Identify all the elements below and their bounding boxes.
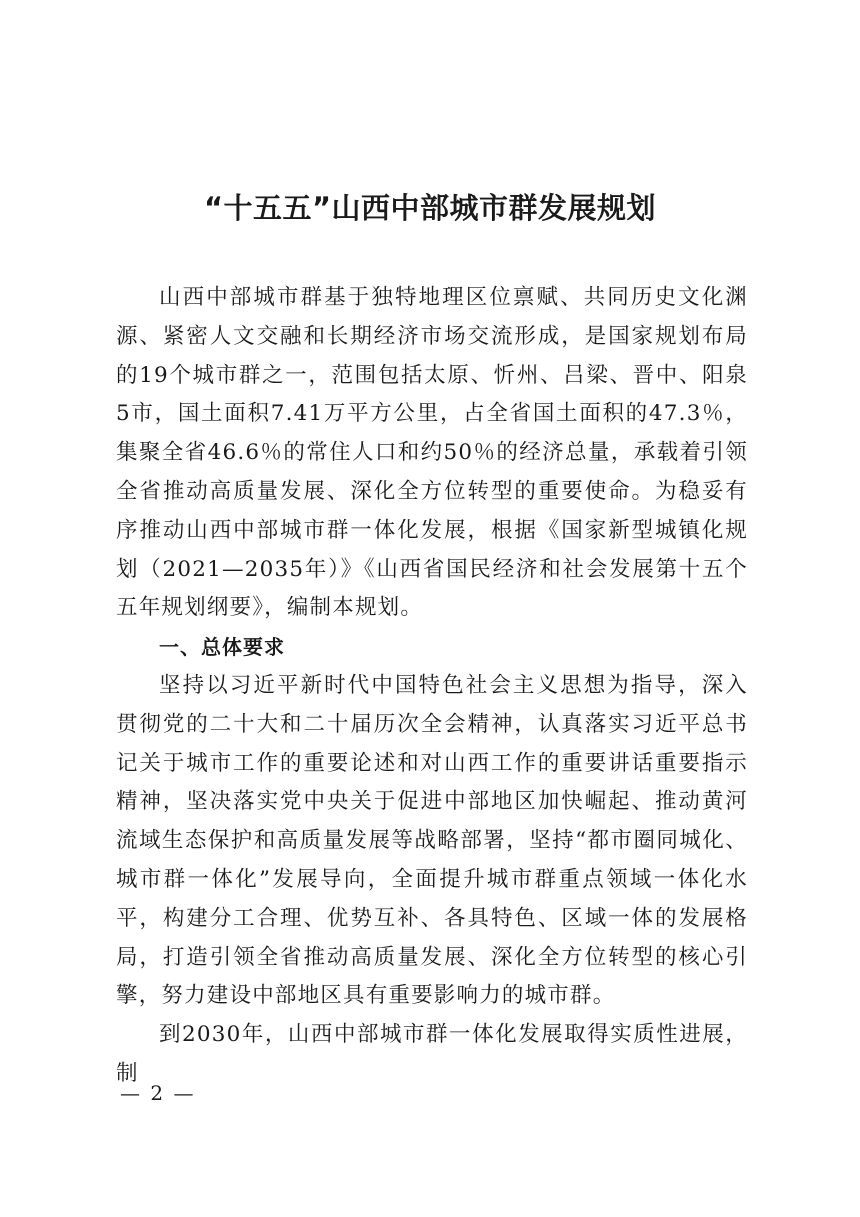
section-heading-general-requirements: 一、总体要求 [159,635,285,660]
targets-paragraph: 到2030年，山西中部城市群一体化发展取得实质性进展，制 [116,1022,748,1086]
page-title: “十五五”山西中部城市群发展规划 [203,191,657,225]
page-number: — 2 — [120,1081,196,1105]
general-requirements-paragraph: 坚持以习近平新时代中国特色社会主义思想为指导，深入贯彻党的二十大和二十届历次全会精神，认真落实习近平总书记关于城市工作的重要论述和对山西工作的重要讲话重要指示精神，坚决落实党中央关于促进中部地区加快崛起、推动黄河流域生态保护和高质量发展等战略部署，坚持“都市圈同城化、城市群一体化”发展导向，全面提升城市群重点领域一体化水平，构建分工合理、优势互补、各具特色、区域一体的发展格局，打造引领全省推动高质量发展、深化全方位转型的核心引擎，努力建设中部地区具有重要影响力的城市群。 [116,672,748,1009]
intro-paragraph: 山西中部城市群基于独特地理区位禀赋、共同历史文化渊源、紧密人文交融和长期经济市场交流形成，是国家规划布局的19个城市群之一，范围包括太原、忻州、吕梁、晋中、阳泉5市，国土面积7.41万平方公里，占全省国土面积的47.3％，集聚全省46.6％的常住人口和约50％的经济总量，承载着引领全省推动高质量发展、深化全方位转型的重要使命。为稳妥有序推动山西中部城市群一体化发展，根据《国家新型城镇化规划（2021—2035年）》《山西省国民经济和社会发展第十五个五年规划纲要》，编制本规划。 [116,285,748,621]
document-body [116,279,748,1094]
